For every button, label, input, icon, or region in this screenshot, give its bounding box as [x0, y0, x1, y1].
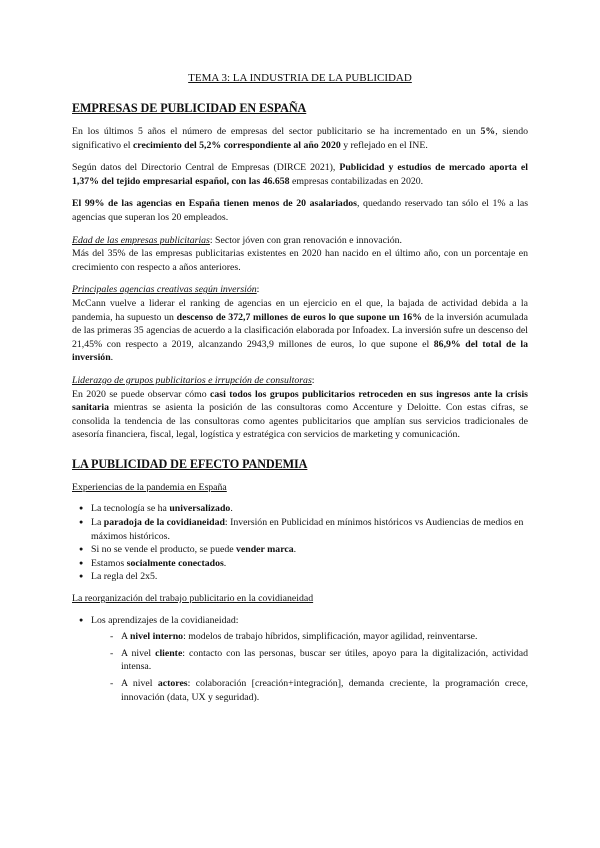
section-heading-pandemia: LA PUBLICIDAD DE EFECTO PANDEMIA: [72, 456, 308, 471]
list-experiencias: [72, 502, 528, 584]
list-item: ● La tecnología se ha universalizado.: [72, 502, 528, 516]
paragraph-liderazgo: Liderazgo de grupos publicitarios e irrupción de consultoras: En 2020 se puede observar cómo casi todos los grupos publicitarios retroceden en sus ingresos ante la crisis sanitaria mientras se asienta la posición de las consultoras como Accenture y Deloitte. Con estas cifras, se consolida la tendencia de las consultoras como agentes publicitarios que amplían sus servicios tradicionales de asesoría financiera, fiscal, legal, logística y estratégica con servicios de marketing y comunicación.: [72, 374, 528, 441]
sublist-aprendizajes: [91, 630, 528, 704]
sublist-item: - A nivel interno: modelos de trabajo híbridos, simplificación, mayor agilidad, reinventarse.: [91, 630, 528, 644]
paragraph-edad: Edad de las empresas publicitarias: Sector jóven con gran renovación e innovación. Más del 35% de las empresas publicitarias existentes en 2020 han nacido en el último año, con un porcentaje en crecimiento con respecto a años anteriores.: [72, 234, 528, 273]
document-title: TEMA 3: LA INDUSTRIA DE LA PUBLICIDAD: [188, 72, 412, 84]
sublist-item: - A nivel actores: colaboración [creación+integración], demanda creciente, la programación crece, innovación (data, UX y seguridad).: [91, 677, 528, 704]
paragraph-asalariados: El 99% de las agencias en España tienen menos de 20 asalariados, quedando reservado tan sólo el 1% a las agencias que superan los 20 empleados.: [72, 198, 529, 223]
list-item: ● Si no se vende el producto, se puede vender marca.: [72, 543, 528, 557]
paragraph-crecimiento: En los últimos 5 años el número de empresas del sector publicitario se ha incrementado en un 5%, siendo significativo el crecimiento del 5,2% correspondiente al año 2020 y reflejado en el INE.: [72, 126, 528, 151]
subheading-reorganizacion: La reorganización del trabajo publicitario en la covidianeidad: [72, 593, 314, 605]
list-item: ● La regla del 2x5.: [72, 570, 528, 584]
list-item: ● La paradoja de la covidianeidad: Inversión en Publicidad en mínimos históricos vs Audiencias de medios en máximos históricos.: [72, 516, 528, 543]
sublist-item: - A nivel cliente: contacto con las personas, buscar ser útiles, apoyo para la digitalización, actividad intensa.: [91, 647, 528, 674]
subheading-experiencias: Experiencias de la pandemia en España: [72, 481, 227, 493]
subheading-liderazgo: Liderazgo de grupos publicitarios e irrupción de consultoras: [72, 374, 312, 386]
list-item: ● Los aprendizajes de la covidianeidad: - A nivel interno: modelos de trabajo híbridos, simplificación, mayor agilidad, reinventarse. - A nivel cliente: contacto con las personas, buscar ser útiles, apoyo para la digitalización, actividad intensa. - A nivel actores: colaboración [creación+integración], demanda creciente, la programación crece, innovación (data, UX y seguridad).: [72, 614, 528, 705]
subheading-edad: Edad de las empresas publicitarias: [72, 234, 210, 246]
list-item: ● Estamos socialmente conectados.: [72, 557, 528, 571]
list-reorganizacion: [72, 614, 528, 705]
paragraph-agencias: Principales agencias creativas según inversión: McCann vuelve a liderar el ranking de agencias en un ejercicio en el que, la bajada de actividad debida a la pandemia, ha supuesto un descenso de 372,7 millones de euros lo que supone un 16% de la inversión acumulada de las primeras 35 agencias de acuerdo a la clasificación elaborada por Infoadex. La inversión sufre un descenso del 21,45% con respecto a 2019, alcanzando 2943,9 millones de euros, lo que supone el 86,9% del total de la inversión.: [72, 284, 529, 364]
section-heading-empresas: EMPRESAS DE PUBLICIDAD EN ESPAÑA: [72, 101, 307, 115]
subheading-agencias: Principales agencias creativas según inversión: [72, 284, 257, 296]
paragraph-dirce: Según datos del Directorio Central de Empresas (DIRCE 2021), Publicidad y estudios de mercado aporta el 1,37% del tejido empresarial español, con las 46.658 empresas contabilizadas en 2020.: [72, 162, 529, 187]
